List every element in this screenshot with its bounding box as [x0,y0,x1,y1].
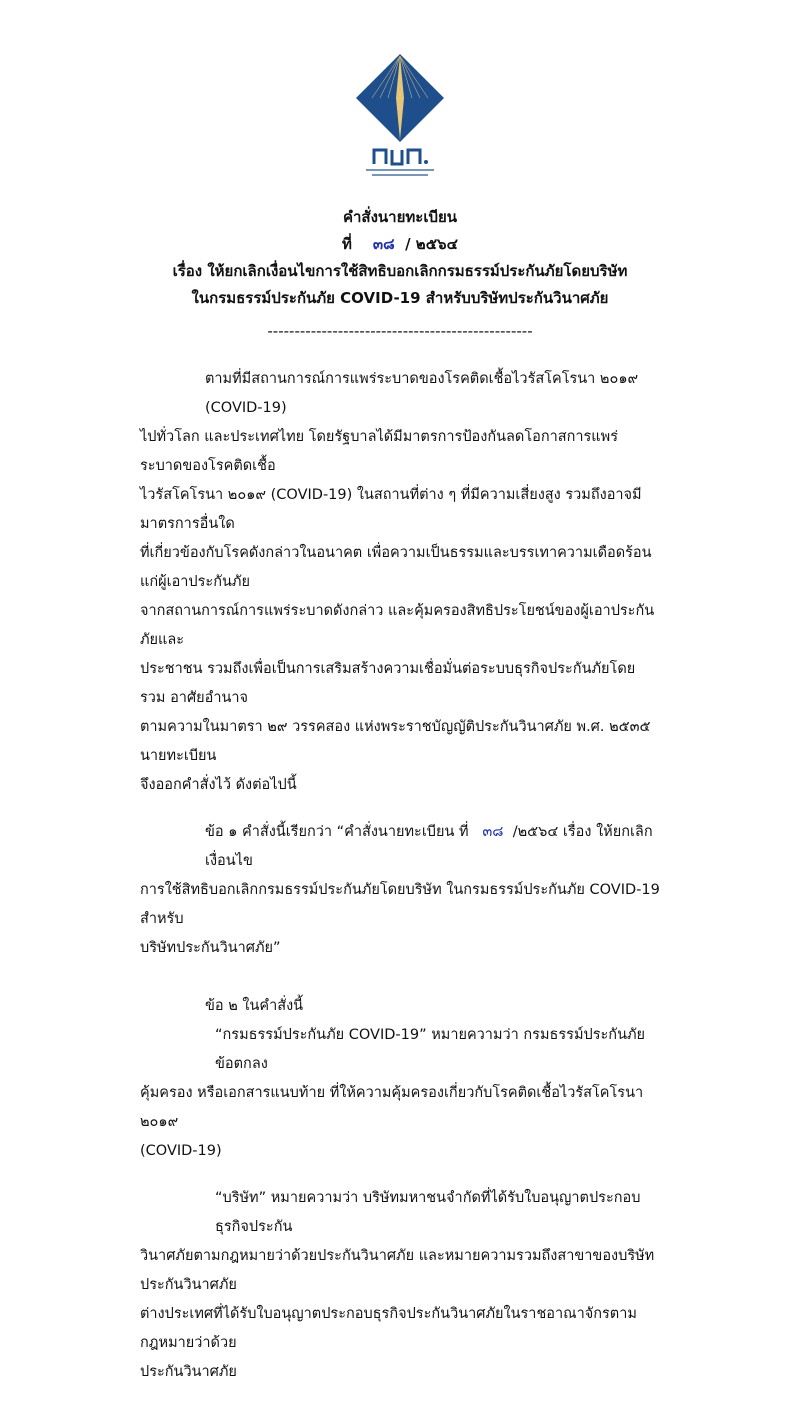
number-prefix: ที่ [342,235,352,253]
oic-logo [352,52,448,182]
clause-2-heading: ข้อ ๒ ในคำสั่งนี้ [205,998,304,1014]
document-header [0,204,800,345]
definition-line: คุ้มครอง หรือเอกสารแนบท้าย ที่ให้ความคุ้มครองเกี่ยวกับโรคติดเชื้อไวรัสโคโรนา ๒๐๑๙ [140,1085,644,1130]
preamble-line: ไวรัสโคโรนา ๒๐๑๙ (COVID-19) ในสถานที่ต่าง ๆ ที่มีความเสี่ยงสูง รวมถึงอาจมีมาตรการอื่นใด [140,487,642,532]
subject-line-1: เรื่อง ให้ยกเลิกเงื่อนไขการใช้สิทธิบอกเลิกกรมธรรม์ประกันภัยโดยบริษัท [172,262,628,280]
definition-line: “บริษัท” หมายความว่า บริษัทมหาชนจำกัดที่ได้รับใบอนุญาตประกอบธุรกิจประกัน [215,1190,641,1235]
number-year: / ๒๕๖๔ [405,235,458,253]
definition-line: “กรมธรรม์ประกันภัย COVID-19” หมายความว่า กรมธรรม์ประกันภัย ข้อตกลง [215,1027,646,1072]
preamble-line: จากสถานการณ์การแพร่ระบาดดังกล่าว และคุ้มครองสิทธิประโยชน์ของผู้เอาประกันภัยและ [140,603,655,648]
preamble-line: จึงออกคำสั่งไว้ ดังต่อไปนี้ [140,777,297,793]
clause-1-line-3: บริษัทประกันวินาศภัย” [140,940,281,956]
document-title: คำสั่งนายทะเบียน [342,208,458,226]
preamble-line: ประชาชน รวมถึงเพื่อเป็นการเสริมสร้างความเชื่อมั่นต่อระบบธุรกิจประกันภัยโดยรวม อาศัยอำนาจ [140,661,636,706]
definition-line: ต่างประเทศที่ได้รับใบอนุญาตประกอบธุรกิจประกันวินาศภัยในราชอาณาจักรตามกฎหมายว่าด้วย [140,1306,637,1351]
definition-line: วินาศภัยตามกฎหมายว่าด้วยประกันวินาศภัย และหมายความรวมถึงสาขาของบริษัทประกันวินาศภัย [140,1248,655,1293]
divider: ------------------------------------------------- [267,322,533,340]
clause-1-text: /๒๕๖๔ เรื่อง ให้ยกเลิกเงื่อนไข [205,824,653,869]
clause-1-text: ข้อ ๑ คำสั่งนี้เรียกว่า “คำสั่งนายทะเบียน ที่ [205,824,469,840]
preamble-line: ตามที่มีสถานการณ์การแพร่ระบาดของโรคติดเชื้อไวรัสโคโรนา ๒๐๑๙ (COVID-19) [205,371,639,416]
preamble-line: ไปทั่วโลก และประเทศไทย โดยรัฐบาลได้มีมาตรการป้องกันลดโอกาสการแพร่ระบาดของโรคติดเชื้อ [140,429,618,474]
clause-1-line-2: การใช้สิทธิบอกเลิกกรมธรรม์ประกันภัยโดยบริษัท ในกรมธรรม์ประกันภัย COVID-19 สำหรับ [140,882,660,927]
definition-line: ประกันวินาศภัย [140,1364,237,1380]
definition-line: (COVID-19) [140,1143,222,1159]
preamble-line: ที่เกี่ยวข้องกับโรคดังกล่าวในอนาคต เพื่อความเป็นธรรมและบรรเทาความเดือดร้อนแก่ผู้เอาประกันภัย [140,545,652,590]
clause-1-line-1 [140,818,660,876]
order-number [0,231,800,258]
subject-line-2: ในกรมธรรม์ประกันภัย COVID-19 สำหรับบริษัทประกันวินาศภัย [191,289,609,307]
clause-1-number: ๓๘ [482,824,504,840]
document-body [140,365,660,1387]
number-value: ๓๘ [372,235,395,253]
logo-area [0,0,800,182]
preamble-line: ตามความในมาตรา ๒๙ วรรคสอง แห่งพระราชบัญญัติประกันวินาศภัย พ.ศ. ๒๕๓๕ นายทะเบียน [140,719,651,764]
